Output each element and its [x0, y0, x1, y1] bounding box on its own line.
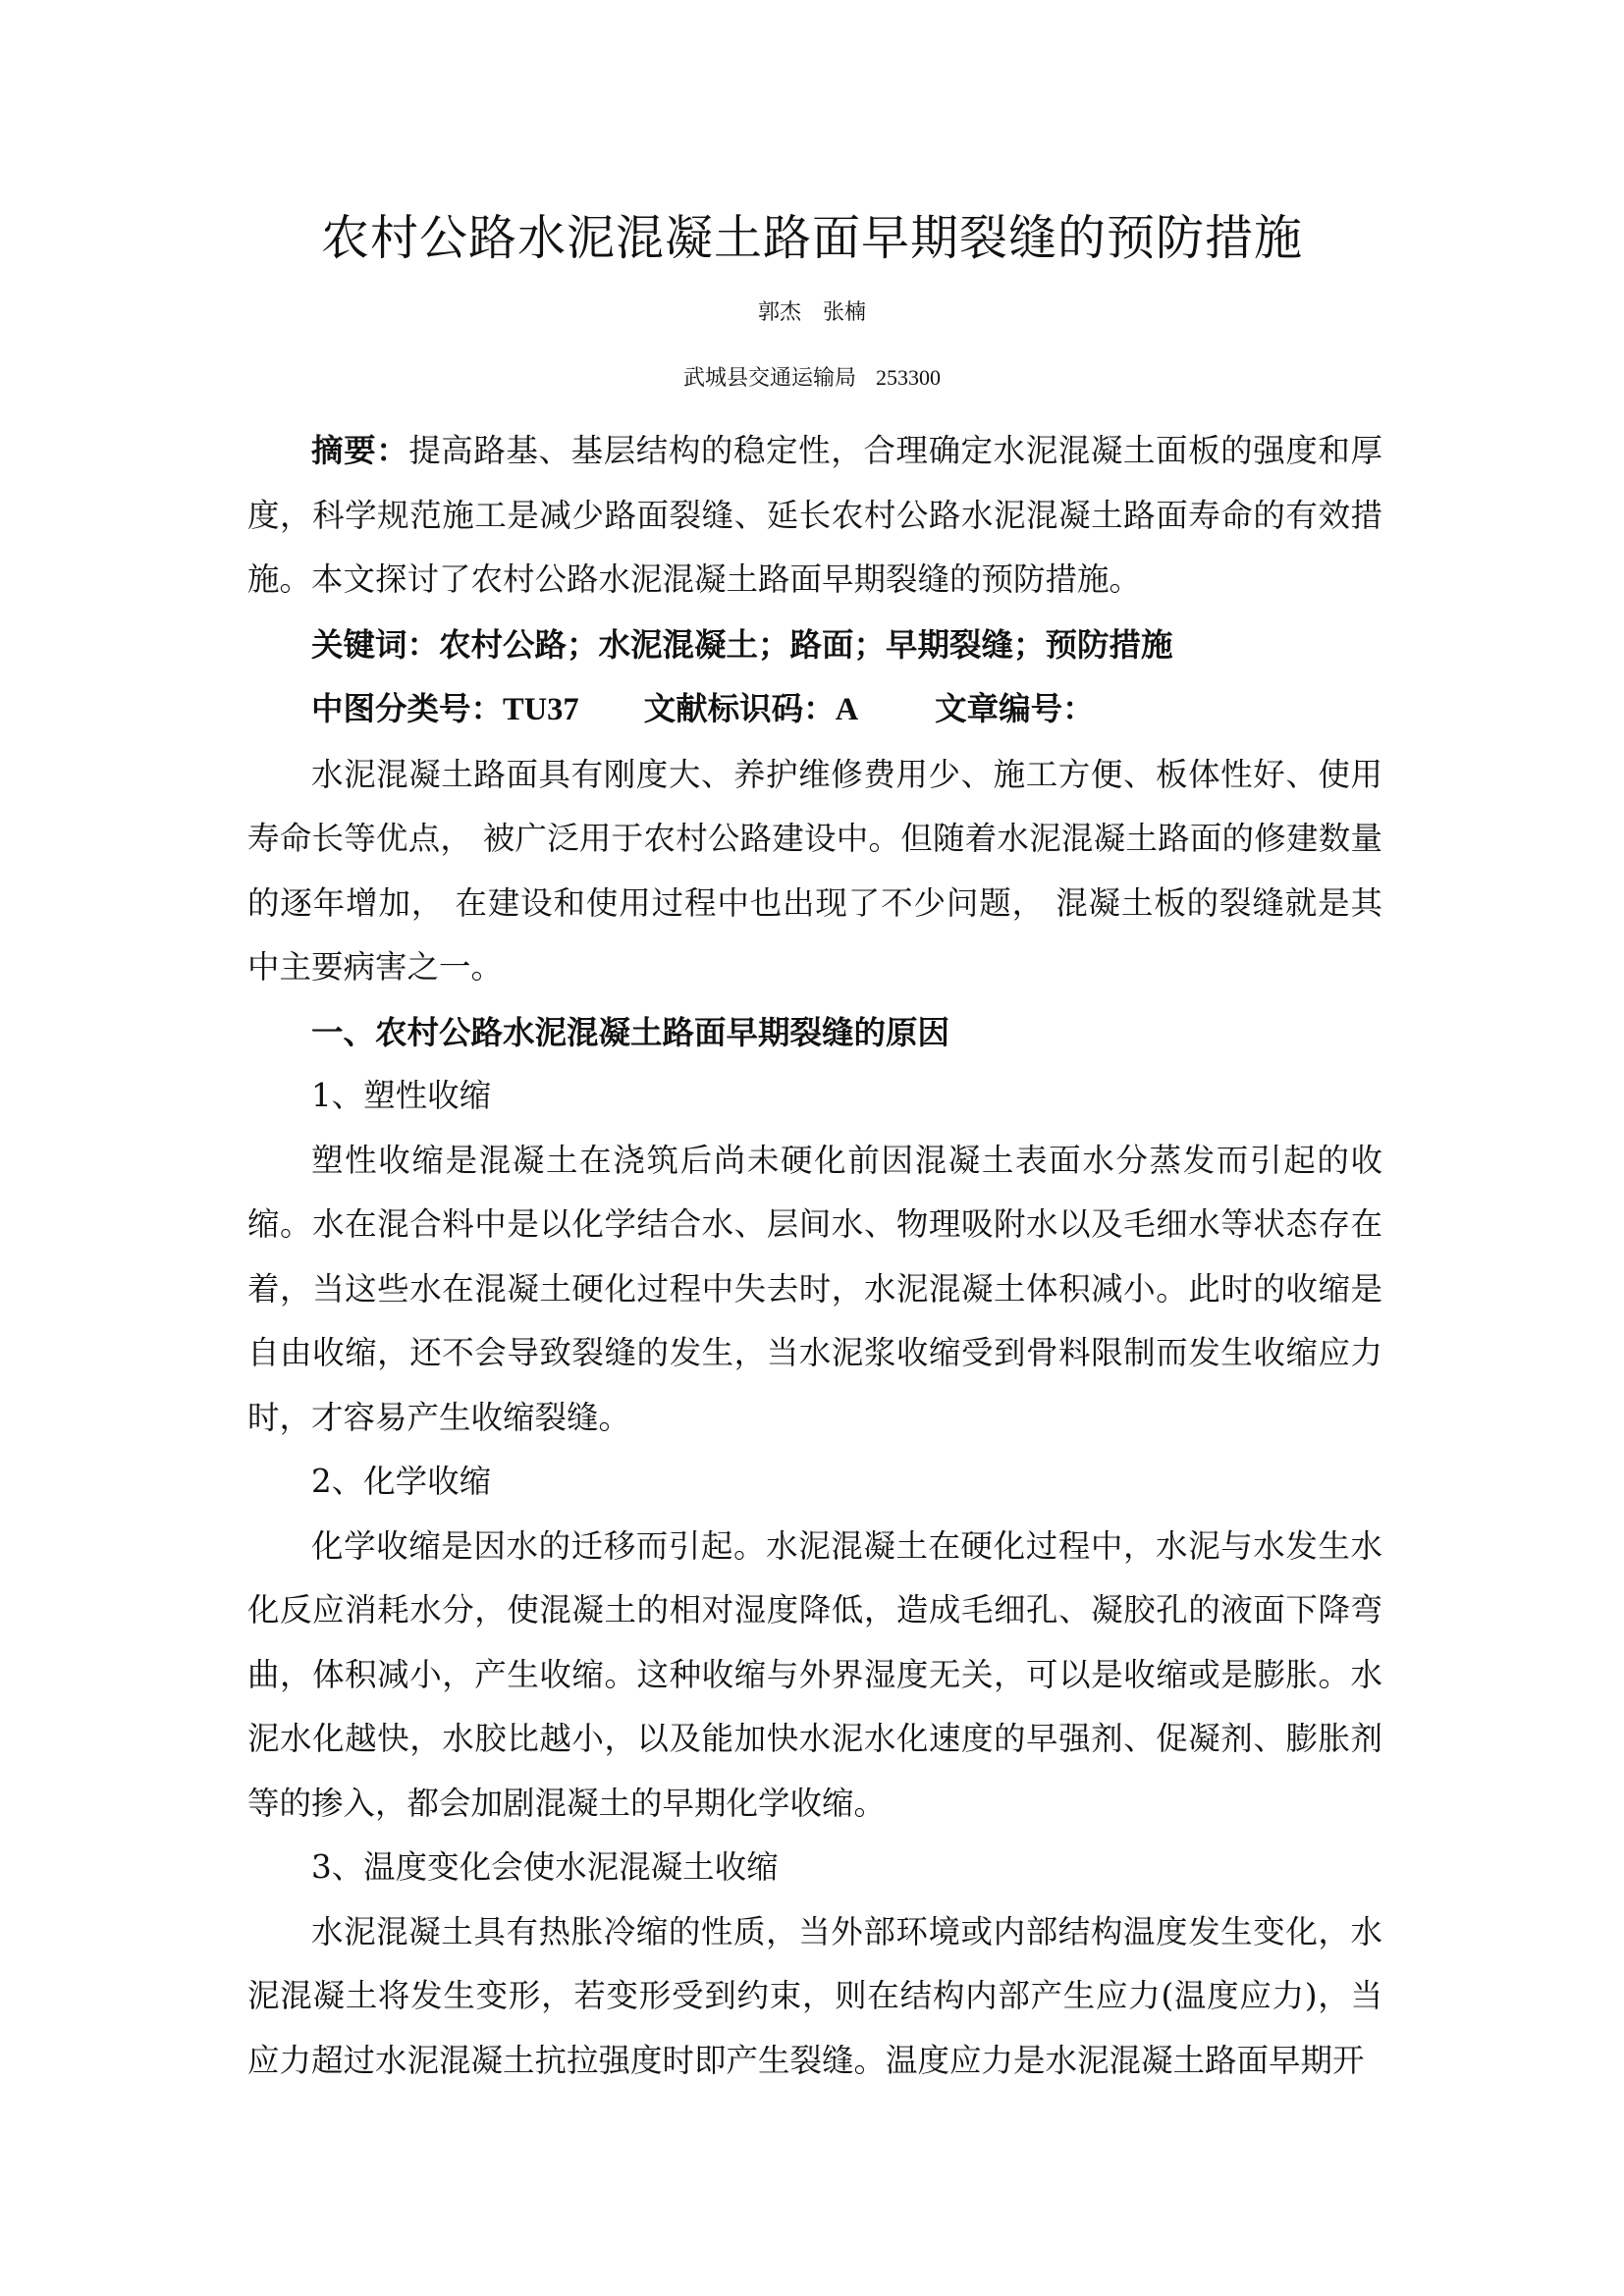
subsection-2-heading: 2、化学收缩: [311, 1463, 492, 1500]
subsection-3-text: 水泥混凝土具有热胀冷缩的性质，当外部环境或内部结构温度发生变化，水泥混凝土将发生变形，若变形受到约束，则在结构内部产生应力(温度应力)，当应力超过水泥混凝土抗拉强度时即产生裂缝。温度应力是水泥混凝土路面早期开: [247, 1912, 1382, 2079]
subsection-1-text: 塑性收缩是混凝土在浇筑后尚未硬化前因混凝土表面水分蒸发而引起的收缩。水在混合料中是以化学结合水、层间水、物理吸附水以及毛细水等状态存在着，当这些水在混凝土硬化过程中失去时，水泥混凝土体积减小。此时的收缩是自由收缩，还不会导致裂缝的发生，当水泥浆收缩受到骨料限制而发生收缩应力时，才容易产生收缩裂缝。: [247, 1141, 1382, 1436]
subsection-3-heading: 3、温度变化会使水泥混凝土收缩: [311, 1848, 779, 1886]
clc-value: TU37: [503, 692, 579, 727]
keywords-text: 农村公路；水泥混凝土；路面；早期裂缝；预防措施: [439, 624, 1173, 664]
affiliation-postcode: 253300: [876, 365, 941, 390]
classification-row: [247, 676, 1382, 743]
keywords-label: 关键词：: [311, 624, 440, 664]
article-no-label: 文章编号：: [935, 689, 1095, 727]
paper-title: 农村公路水泥混凝土路面早期裂缝的预防措施: [320, 210, 1303, 266]
abstract-label: 摘要：: [311, 431, 409, 469]
body-text: [247, 418, 1382, 2093]
doc-code-value: A: [835, 692, 859, 727]
subsection-1-heading: 1、塑性收缩: [311, 1077, 492, 1114]
affiliation: [0, 361, 1624, 396]
intro-paragraph: 水泥混凝土路面具有刚度大、养护维修费用少、施工方便、板体性好、使用寿命长等优点， 被广泛用于农村公路建设中。但随着水泥混凝土路面的修建数量的逐年增加， 在建设和使用过程中也出现了不少问题， 混凝土板的裂缝就是其中主要病害之一。: [247, 755, 1382, 986]
abstract: [247, 418, 1382, 613]
doc-code-label: 文献标识码：: [643, 689, 836, 727]
affiliation-org: 武城县交通运输局: [682, 366, 856, 391]
subsection-2-text: 化学收缩是因水的迁移而引起。水泥混凝土在硬化过程中，水泥与水发生水化反应消耗水分，使混凝土的相对湿度降低，造成毛细孔、凝胶孔的液面下降弯曲，体积减小，产生收缩。这种收缩与外界湿度无关，可以是收缩或是膨胀。水泥水化越快，水胶比越小，以及能加快水泥水化速度的早强剂、促凝剂、膨胀剂等的掺入，都会加剧混凝土的早期化学收缩。: [247, 1526, 1382, 1822]
clc-label: 中图分类号：: [311, 689, 504, 727]
section-1-heading: 一、农村公路水泥混凝土路面早期裂缝的原因: [311, 1012, 950, 1051]
keywords: [247, 613, 1382, 677]
abstract-text: 提高路基、基层结构的稳定性，合理确定水泥混凝土面板的强度和厚度，科学规范施工是减少路面裂缝、延长农村公路水泥混凝土路面寿命的有效措施。本文探讨了农村公路水泥混凝土路面早期裂缝的预防措施。: [247, 432, 1382, 598]
authors: 郭杰 张楠: [757, 300, 866, 325]
